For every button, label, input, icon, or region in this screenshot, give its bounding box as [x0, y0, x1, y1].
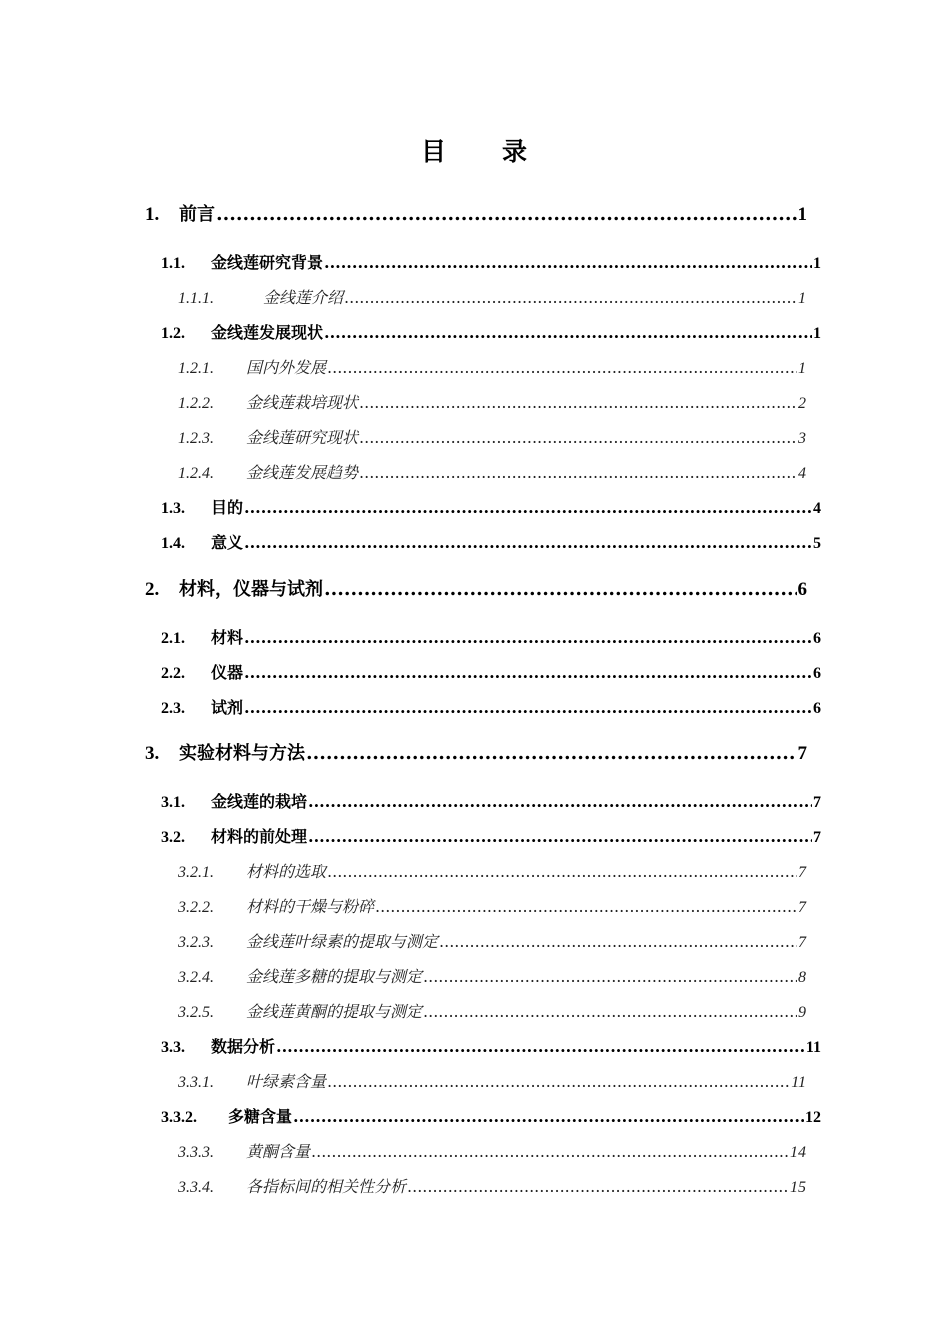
toc-leader	[423, 1002, 797, 1021]
toc-leader	[216, 203, 797, 225]
toc-page: 1	[797, 204, 807, 225]
toc-entry[interactable]	[161, 320, 821, 343]
toc-text: 材料的干燥与粉碎	[246, 897, 375, 916]
toc-page: 7	[797, 743, 807, 764]
toc-entry[interactable]	[161, 660, 821, 683]
toc-number: 3.1.	[161, 794, 185, 811]
toc-leader	[324, 253, 812, 272]
toc-page: 11	[791, 1074, 806, 1091]
toc-number: 3.2.4.	[178, 969, 214, 986]
toc-leader	[244, 628, 812, 647]
toc-number: 1.2.4.	[178, 465, 214, 482]
toc-entry[interactable]	[178, 1069, 806, 1092]
toc-entry[interactable]	[161, 250, 821, 273]
toc-leader	[244, 533, 812, 552]
toc-text: 金线莲发展现状	[211, 323, 324, 342]
toc-page: 14	[790, 1144, 806, 1161]
toc-leader	[308, 792, 812, 811]
toc-number: 1.	[145, 204, 160, 225]
toc-text: 金线莲叶绿素的提取与测定	[246, 932, 439, 951]
toc-number: 3.2.2.	[178, 899, 214, 916]
toc-text: 意义	[211, 533, 244, 552]
toc-leader	[327, 358, 797, 377]
toc-leader	[324, 323, 812, 342]
toc-text: 实验材料与方法	[179, 743, 305, 764]
toc-text: 目的	[211, 498, 244, 517]
toc-entry[interactable]	[178, 460, 806, 483]
toc-number: 3.	[145, 743, 160, 764]
toc-leader	[244, 698, 812, 717]
toc-leader	[276, 1037, 805, 1056]
toc-page: 7	[798, 864, 806, 881]
toc-page: 1	[813, 325, 821, 342]
toc-number: 3.3.2.	[161, 1109, 197, 1126]
toc-leader	[311, 1142, 789, 1161]
toc-number: 3.2.1.	[178, 864, 214, 881]
page-title: 目 录	[420, 137, 529, 166]
toc-page: 5	[813, 535, 821, 552]
toc-page: 4	[813, 500, 821, 517]
toc-number: 1.4.	[161, 535, 185, 552]
toc-text: 金线莲栽培现状	[246, 393, 359, 412]
toc-text: 金线莲介绍	[263, 288, 344, 307]
toc-text: 金线莲研究现状	[246, 428, 359, 447]
toc-page: 6	[813, 630, 821, 647]
toc-text: 材料的选取	[246, 862, 327, 881]
toc-page: 6	[813, 700, 821, 717]
toc-leader	[327, 1072, 790, 1091]
toc-number: 3.2.5.	[178, 1004, 214, 1021]
toc-number: 1.1.1.	[178, 290, 214, 307]
toc-entry[interactable]	[161, 625, 821, 648]
toc-text: 各指标间的相关性分析	[246, 1177, 407, 1196]
toc-leader	[344, 288, 797, 307]
toc-text: 试剂	[211, 698, 244, 717]
toc-text: 金线莲的栽培	[211, 792, 308, 811]
toc-entry[interactable]	[161, 495, 821, 518]
toc-entry[interactable]	[178, 1174, 806, 1197]
toc-page: 7	[798, 934, 806, 951]
toc-page: 8	[798, 969, 806, 986]
toc-page: 1	[813, 255, 821, 272]
toc-entry[interactable]	[178, 390, 806, 413]
toc-entry[interactable]	[178, 929, 806, 952]
toc-text: 材料的前处理	[211, 827, 308, 846]
toc-text: 前言	[179, 204, 215, 225]
toc-entry[interactable]	[145, 739, 807, 765]
toc-text: 金线莲研究背景	[211, 253, 324, 272]
toc-number: 3.2.	[161, 829, 185, 846]
toc-page: 9	[798, 1004, 806, 1021]
toc-text: 材料，仪器与试剂	[179, 579, 323, 600]
toc-entry[interactable]	[178, 894, 806, 917]
toc-page: 4	[798, 465, 806, 482]
toc-number: 3.3.	[161, 1039, 185, 1056]
toc-page: 3	[798, 430, 806, 447]
toc-text: 金线莲黄酮的提取与测定	[246, 1002, 423, 1021]
toc-leader	[359, 428, 797, 447]
toc-page: 1	[798, 360, 806, 377]
toc-text: 材料	[211, 628, 244, 647]
toc-leader	[375, 897, 797, 916]
toc-entry[interactable]	[161, 1034, 821, 1057]
toc-entry[interactable]	[161, 1104, 821, 1127]
toc-page: 12	[805, 1109, 821, 1126]
toc-page: 6	[797, 579, 807, 600]
toc-entry[interactable]	[178, 355, 806, 378]
toc-page: 11	[805, 1039, 821, 1056]
toc-text: 叶绿素含量	[246, 1072, 327, 1091]
toc-leader	[306, 742, 797, 764]
toc-entry[interactable]	[178, 1139, 806, 1162]
toc-text: 国内外发展	[246, 358, 327, 377]
toc-page: 7	[813, 794, 821, 811]
toc-text: 黄酮含量	[246, 1142, 311, 1161]
toc-text: 数据分析	[211, 1037, 276, 1056]
toc-page: 7	[813, 829, 821, 846]
toc-number: 1.2.1.	[178, 360, 214, 377]
toc-page: 7	[798, 899, 806, 916]
toc-number: 3.3.1.	[178, 1074, 214, 1091]
toc-number: 3.3.4.	[178, 1179, 214, 1196]
toc-text: 仪器	[211, 663, 244, 682]
toc-page: 2	[798, 395, 806, 412]
toc-leader	[244, 663, 812, 682]
toc-leader	[324, 578, 797, 600]
toc-entry[interactable]	[178, 285, 806, 308]
toc-number: 3.2.3.	[178, 934, 214, 951]
toc-leader	[293, 1107, 804, 1126]
toc-entry[interactable]	[178, 859, 806, 882]
toc-number: 2.2.	[161, 665, 185, 682]
toc-number: 2.3.	[161, 700, 185, 717]
toc-page: 15	[790, 1179, 806, 1196]
toc-entry[interactable]	[178, 425, 806, 448]
toc-number: 1.2.2.	[178, 395, 214, 412]
toc-page: 1	[798, 290, 806, 307]
toc-leader	[359, 463, 797, 482]
toc-entry[interactable]	[161, 789, 821, 812]
toc-text: 金线莲发展趋势	[246, 463, 359, 482]
toc-entry[interactable]	[161, 824, 821, 847]
toc-number: 3.3.3.	[178, 1144, 214, 1161]
toc-leader	[359, 393, 797, 412]
toc-text: 金线莲多糖的提取与测定	[246, 967, 423, 986]
toc-entry[interactable]	[178, 999, 806, 1022]
toc-entry[interactable]	[178, 964, 806, 987]
toc-entry[interactable]	[145, 575, 807, 601]
toc-number: 1.2.3.	[178, 430, 214, 447]
toc-leader	[439, 932, 797, 951]
toc-leader	[407, 1177, 789, 1196]
toc-entry[interactable]	[161, 695, 821, 718]
toc-number: 1.2.	[161, 325, 185, 342]
toc-number: 2.1.	[161, 630, 185, 647]
toc-text: 多糖含量	[228, 1107, 293, 1126]
toc-number: 1.3.	[161, 500, 185, 517]
toc-leader	[308, 827, 812, 846]
toc-leader	[327, 862, 797, 881]
toc-entry[interactable]	[161, 530, 821, 553]
toc-number: 1.1.	[161, 255, 185, 272]
toc-entry[interactable]	[145, 200, 807, 226]
toc-leader	[423, 967, 797, 986]
toc-page: 6	[813, 665, 821, 682]
toc-leader	[244, 498, 812, 517]
toc-number: 2.	[145, 579, 160, 600]
